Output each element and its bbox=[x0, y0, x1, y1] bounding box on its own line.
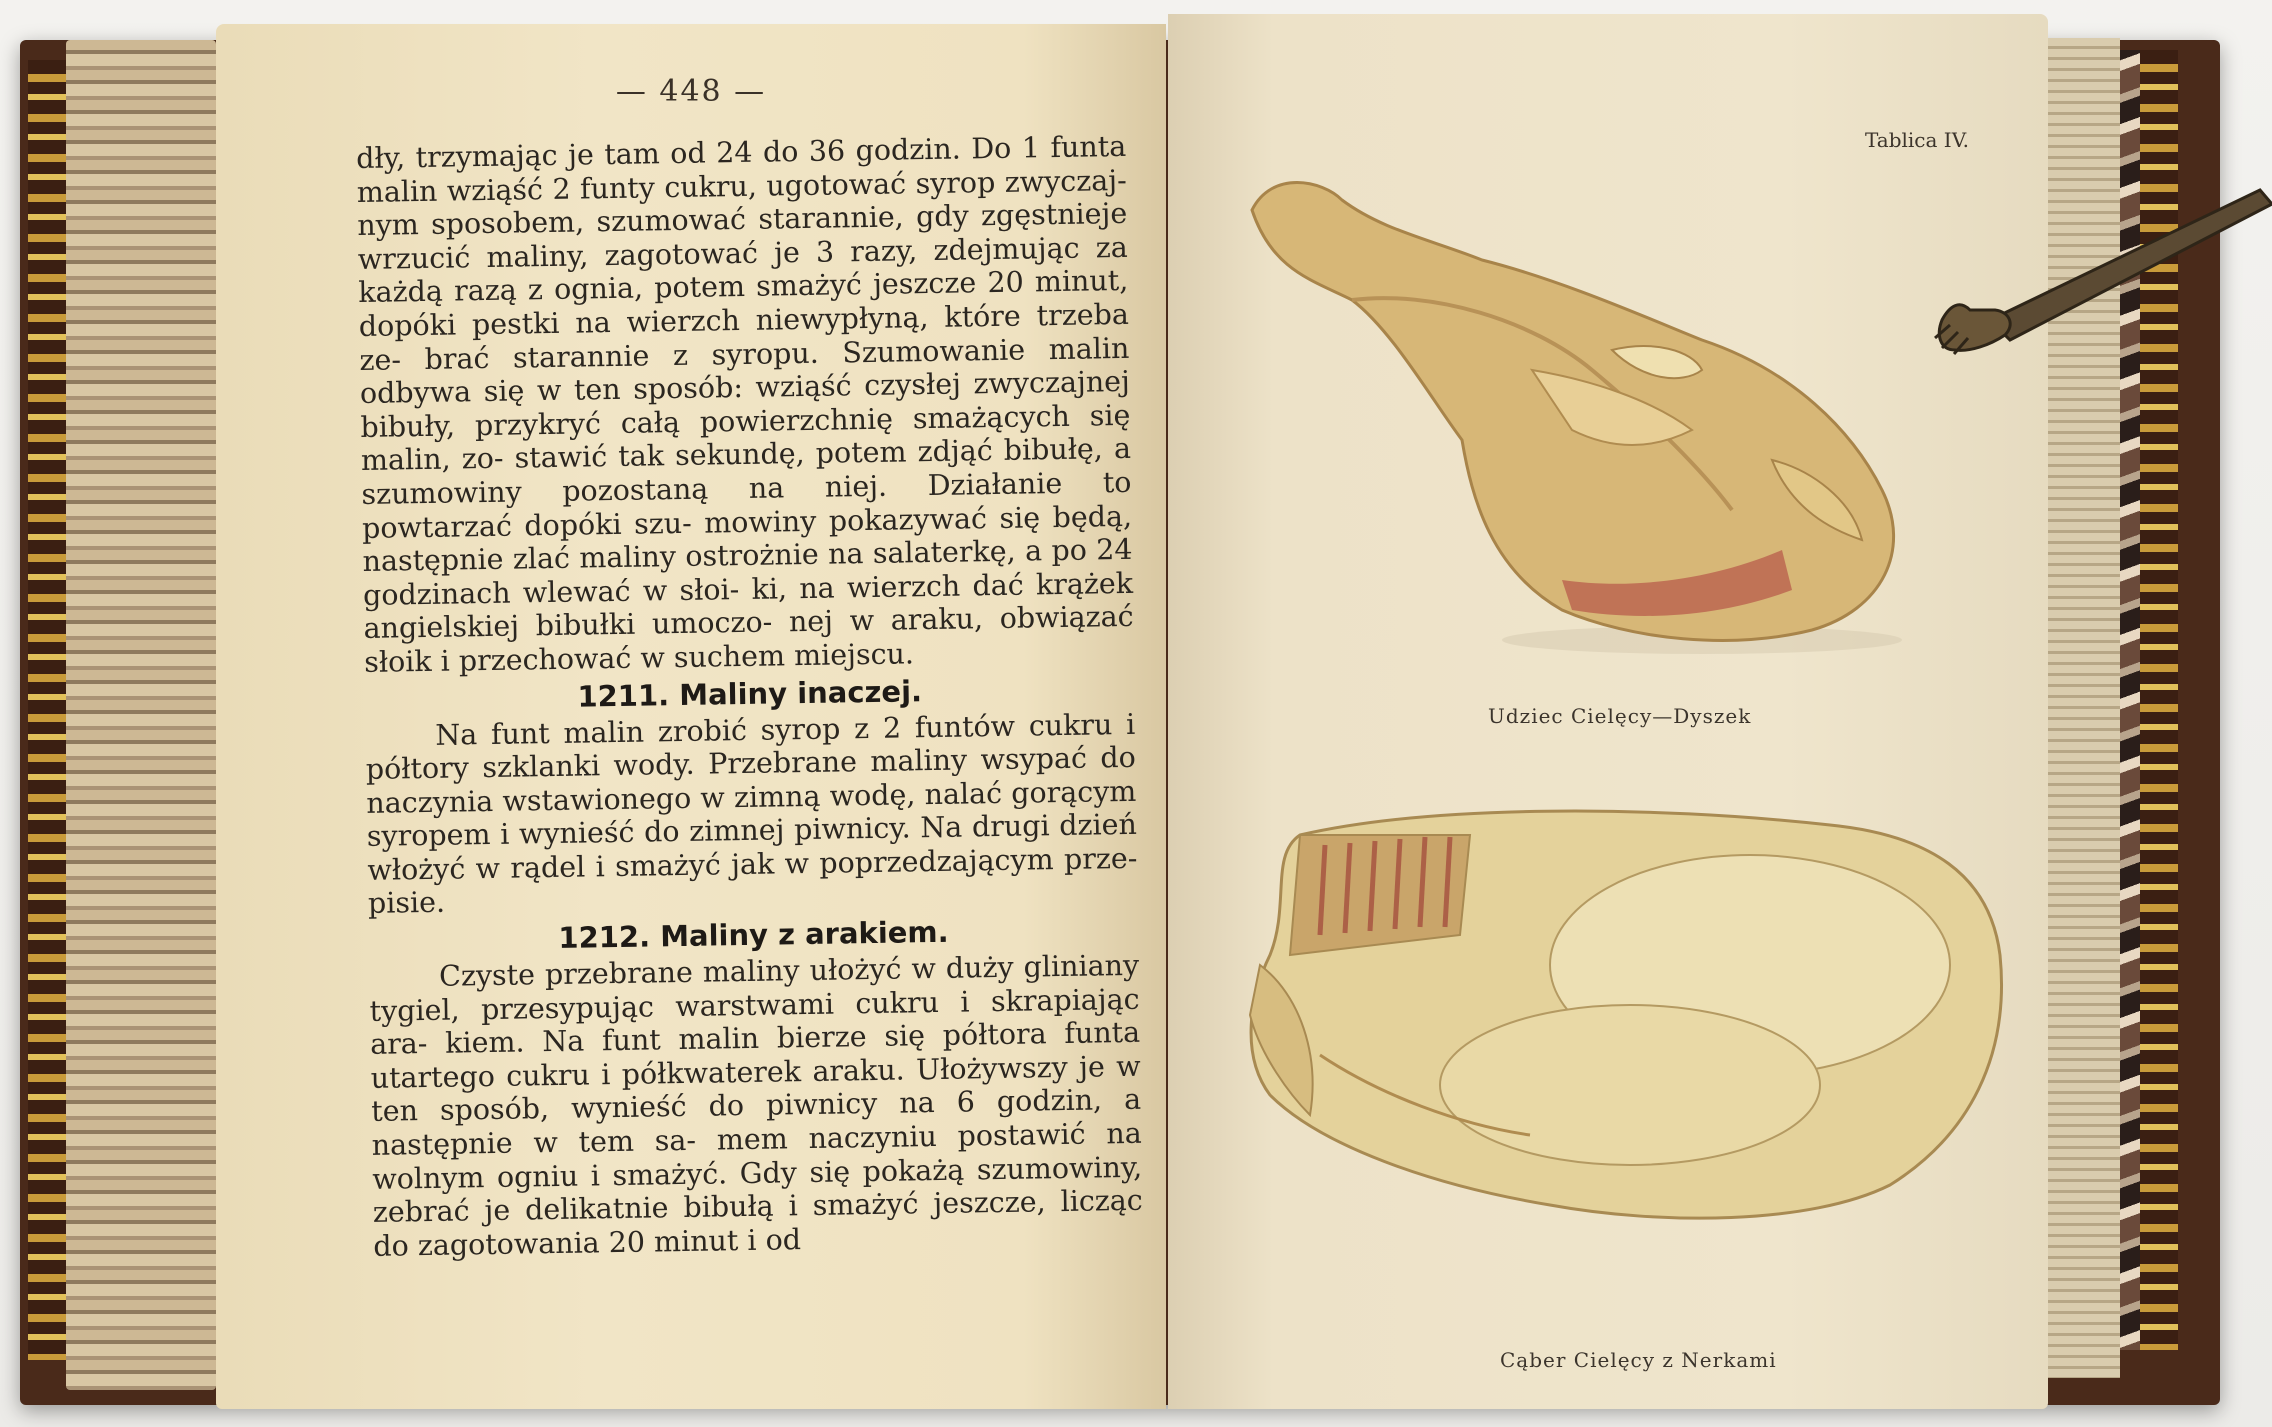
recipe-1211-title: 1211. Maliny inaczej. bbox=[577, 673, 923, 714]
caption-top: Udziec Cielęcy—Dyszek bbox=[1488, 704, 1752, 728]
text-line: cukru i półkwaterek araku. Ułożywszy je w ten sposób, bbox=[370, 1049, 1141, 1129]
text-line: pozostaną na niej. Działanie to powtarzać dopóki szu- bbox=[361, 465, 1132, 545]
text-line: Gdy się pokażą szumowiny, zebrać je delikatnie bibułą bbox=[372, 1150, 1143, 1230]
text-line: brać starannie z syropu. Szumowanie malin odbywa bbox=[359, 331, 1130, 411]
text-line: wynieść do piwnicy na 6 godzin, a następnie w tem sa- bbox=[371, 1083, 1142, 1162]
text-line: mowiny pokazywać się będą, następnie zlać maliny bbox=[362, 499, 1133, 579]
recipe-1212-title: 1212. Maliny z arakiem. bbox=[558, 914, 949, 955]
brass-hand-bookmark bbox=[1930, 170, 2272, 390]
veal-leg-illustration bbox=[1232, 170, 1972, 670]
text-line: nej w araku, obwiązać słoik i przechować w suchem bbox=[363, 600, 1134, 679]
left-page bbox=[216, 24, 1166, 1409]
left-page-text bbox=[356, 130, 1144, 1263]
text-line: kiem. Na funt malin bierze się półtora funta utartego bbox=[370, 1016, 1141, 1095]
recipe-1211-paragraph bbox=[365, 707, 1138, 921]
text-line: naczynia wstawionego w zimną wodę, nalać gorącym bbox=[366, 774, 1137, 820]
text-line: i półtory szklanki wody. Przebrane maliny wsypać do bbox=[365, 707, 1137, 787]
text-line: włożyć w rądel i smażyć jak w poprzedzającym prze- bbox=[367, 841, 1138, 887]
text-line: wrzucić maliny, zagotować je 3 razy, zdejmując za bbox=[357, 230, 1129, 276]
text-line: przykryć całą powierzchnię smażących się malin, zo- bbox=[360, 398, 1131, 478]
text-line: miejscu. bbox=[793, 637, 915, 673]
text-line: się w ten sposób: wziąść czysłej zwyczajnej bibuły, bbox=[360, 365, 1131, 444]
text-line: dopóki pestki na wierzch niewypłyną, które trzeba ze- bbox=[358, 297, 1130, 377]
text-line: pisie. bbox=[367, 886, 446, 921]
veal-saddle-illustration bbox=[1230, 795, 2010, 1235]
text-line: i smażyć jeszcze, licząc do zagotowania 20 minut i od bbox=[373, 1183, 1143, 1263]
text-line: syropem i wynieść do zimnej piwnicy. Na drugi dzień bbox=[366, 808, 1138, 854]
plate-label: Tablica IV. bbox=[1865, 128, 1969, 152]
text-line: nym sposobem, szumować starannie, gdy zgęstnieje bbox=[357, 197, 1128, 243]
text-line: ki, na wierzch dać krążek angielskiej bibułki umoczo- bbox=[363, 566, 1134, 646]
page-edges-left bbox=[66, 40, 216, 1390]
text-line: każdą razą z ognia, potem smażyć jeszcze 20 minut, bbox=[358, 264, 1129, 310]
recipe-1212-paragraph bbox=[369, 949, 1144, 1263]
text-line: mem naczyniu postawić na wolnym ogniu i smażyć. bbox=[372, 1116, 1142, 1196]
text-line: tygiel, przesypując warstwami cukru i skrapiając ara- bbox=[369, 982, 1140, 1062]
page-number: — 448 — bbox=[615, 74, 767, 109]
caption-bottom: Cąber Cielęcy z Nerkami bbox=[1500, 1348, 1777, 1372]
intro-paragraph bbox=[356, 130, 1134, 680]
gilt-border-left bbox=[28, 60, 66, 1360]
text-line: Czyste przebrane maliny ułożyć w duży gliniany bbox=[438, 948, 1140, 993]
text-line: Na funt malin zrobić syrop z 2 funtów cukru bbox=[435, 707, 1113, 752]
text-line: stawić tak sekundę, potem zdjąć bibułę, a szumowiny bbox=[361, 432, 1132, 511]
text-line: dły, trzymając je tam od 24 do 36 godzin. Do 1 funta bbox=[356, 129, 1127, 175]
text-line: malin wziąść 2 funty cukru, ugotować syrop zwyczaj- bbox=[356, 163, 1127, 209]
text-line: ostrożnie na salaterkę, a po 24 godzinach wlewać w słoi- bbox=[362, 532, 1133, 612]
